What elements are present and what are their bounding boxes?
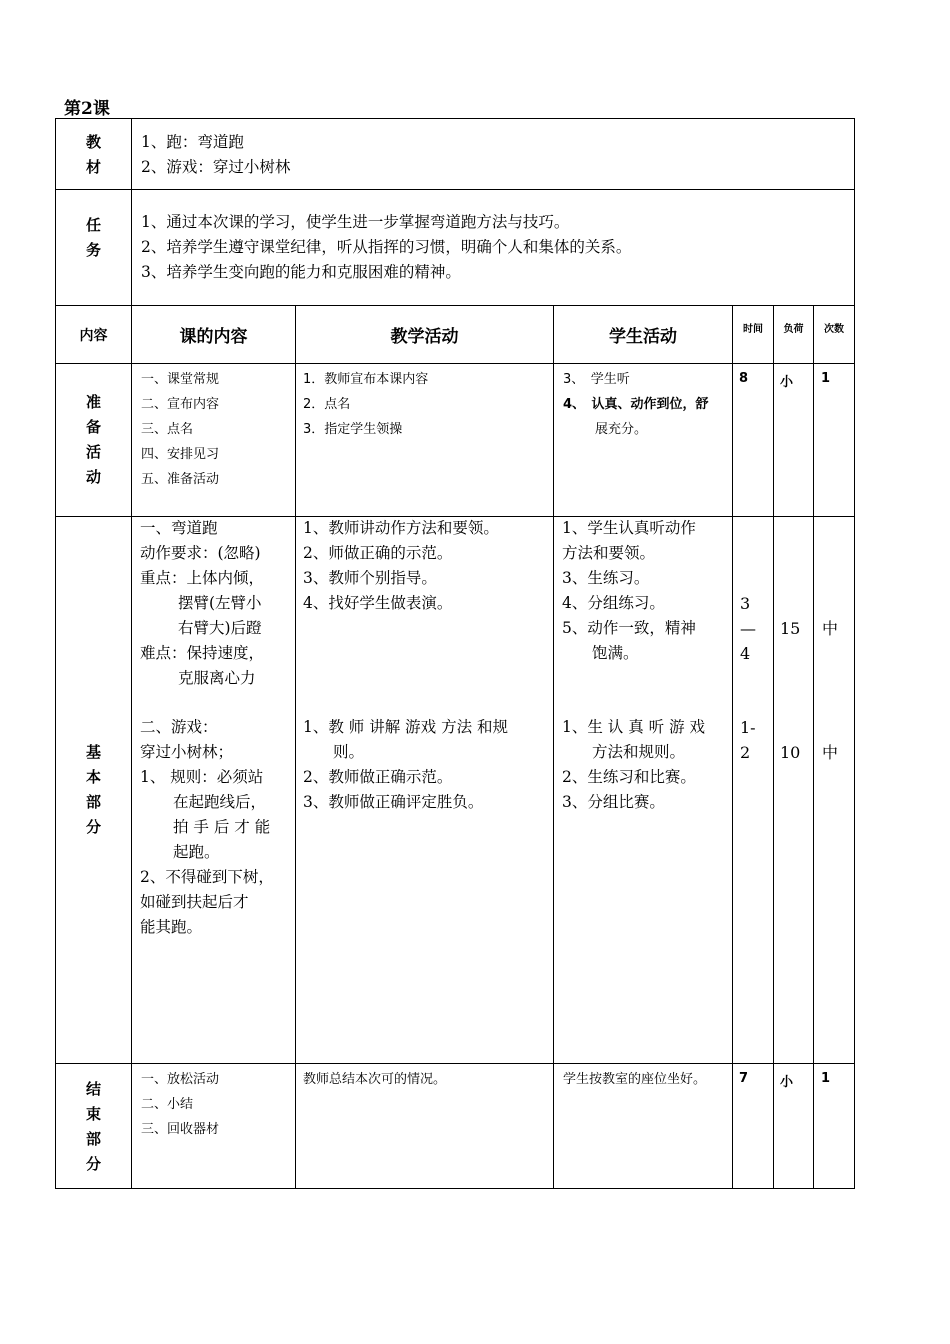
col-divider	[131, 118, 132, 1189]
basic-teaching-item: 3、教师个别指导。	[303, 569, 437, 587]
end-content-item: 三、回收器材	[141, 1122, 220, 1137]
basic-content-item: 能其跑。	[140, 918, 203, 936]
basic-content-item: 如碰到扶起后才	[140, 893, 249, 911]
basic-content-item: 摆臂(左臂小	[178, 594, 262, 612]
col-divider	[773, 305, 774, 1189]
prep-content	[141, 367, 293, 492]
basic-teaching-item: 则。	[333, 743, 365, 761]
end-load: 小	[780, 1075, 794, 1090]
basic-content-item: 右臂大)后蹬	[178, 619, 262, 637]
prep-content-item: 二、宣布内容	[141, 397, 220, 412]
prep-teaching	[303, 367, 551, 442]
prep-content-item: 三、点名	[141, 422, 194, 437]
row-divider	[55, 189, 855, 190]
task-item: 2、培养学生遵守课堂纪律，听从指挥的习惯，明确个人和集体的关系。	[141, 238, 632, 256]
basic-teaching-item: 2、教师做正确示范。	[303, 768, 453, 786]
basic-count-game: 中	[822, 743, 839, 762]
basic-teaching-item: 3、教师做正确评定胜负。	[303, 793, 484, 811]
col-divider	[732, 305, 733, 1189]
prep-teaching-item: 1．教师宣布本课内容	[303, 372, 429, 387]
end-time: 7	[739, 1071, 749, 1086]
col-divider	[295, 305, 296, 1189]
basic-student-item: 饱满。	[592, 644, 639, 662]
task-item: 1、通过本次课的学习，使学生进一步掌握弯道跑方法与技巧。	[141, 213, 570, 231]
prep-count: 1	[821, 371, 831, 386]
basic-student-running	[562, 516, 732, 666]
basic-load-running: 15	[780, 619, 801, 638]
prep-teaching-item: 3．指定学生领操	[303, 422, 403, 437]
basic-content-item: 穿过小树林；	[140, 743, 234, 761]
basic-student-item: 方法和要领。	[562, 544, 656, 562]
prep-content-item: 四、安排见习	[141, 447, 220, 462]
lesson-title: 第2课	[64, 99, 110, 119]
header-time: 时间	[743, 324, 763, 335]
prep-content-item: 一、课堂常规	[141, 372, 220, 387]
basic-teaching-item: 1、教师讲动作方法和要领。	[303, 519, 499, 537]
basic-student-item: 3、分组比赛。	[562, 793, 665, 811]
basic-content-item: 1、 规则：必须站	[140, 768, 264, 786]
basic-content-game	[140, 715, 294, 940]
basic-student-item: 2、生练习和比赛。	[562, 768, 696, 786]
end-label: 结 束 部 分	[85, 1080, 101, 1173]
prep-student	[563, 367, 731, 442]
basic-student-item: 3、生练习。	[562, 569, 650, 587]
basic-content-item: 一、弯道跑	[140, 519, 218, 537]
basic-content-running	[140, 516, 294, 691]
end-student: 学生按教室的座位坐好。	[563, 1072, 707, 1087]
col-divider	[813, 305, 814, 1189]
header-load: 负荷	[783, 324, 804, 335]
basic-student-game	[562, 715, 732, 815]
header-count: 次数	[824, 324, 844, 335]
basic-student-item: 1、生 认 真 听 游 戏	[562, 718, 705, 736]
tasks-label: 任 务	[85, 216, 101, 259]
materials-list	[141, 130, 841, 180]
prep-student-item: 展充分。	[595, 422, 648, 437]
prep-content-item: 五、准备活动	[141, 472, 220, 487]
materials-item: 2、游戏：穿过小树林	[141, 158, 291, 176]
basic-content-item: 动作要求：(忽略)	[140, 544, 261, 562]
header-student: 学生活动	[609, 327, 677, 347]
basic-student-item: 1、学生认真听动作	[562, 519, 696, 537]
header-lesson-content: 课的内容	[179, 327, 248, 347]
basic-time-running: 3 — 4	[740, 594, 756, 663]
end-content	[141, 1067, 293, 1142]
basic-teaching-item: 4、找好学生做表演。	[303, 594, 453, 612]
materials-label: 教 材	[85, 133, 101, 176]
materials-item: 1、跑：弯道跑	[141, 133, 244, 151]
basic-content-item: 二、游戏：	[140, 718, 218, 736]
basic-teaching-item: 2、师做正确的示范。	[303, 544, 453, 562]
basic-student-item: 方法和规则。	[592, 743, 686, 761]
basic-time-game: 1- 2	[740, 718, 756, 762]
basic-label: 基 本 部 分	[85, 743, 101, 836]
basic-load-game: 10	[780, 743, 801, 762]
end-count: 1	[821, 1071, 831, 1086]
basic-student-item: 4、分组练习。	[562, 594, 665, 612]
basic-content-item: 重点：上体内倾，	[140, 569, 265, 587]
prep-student-item: 3、 学生听	[563, 372, 630, 387]
end-content-item: 二、小结	[141, 1097, 194, 1112]
basic-teaching-game	[303, 715, 551, 815]
row-divider	[55, 1063, 855, 1064]
basic-content-item: 拍 手 后 才 能	[173, 818, 271, 836]
basic-teaching-item: 1、教 师 讲解 游戏 方法 和规	[303, 718, 508, 736]
task-item: 3、培养学生变向跑的能力和克服困难的精神。	[141, 263, 461, 281]
prep-teaching-item: 2．点名	[303, 397, 351, 412]
prep-time: 8	[739, 371, 749, 386]
end-teaching: 教师总结本次可的情况。	[303, 1072, 447, 1087]
prep-label: 准 备 活 动	[85, 393, 101, 486]
prep-load: 小	[780, 375, 794, 390]
basic-count-running: 中	[822, 619, 839, 638]
basic-content-item: 克服离心力	[178, 669, 256, 687]
tasks-list	[141, 210, 851, 285]
basic-student-item: 5、动作一致，精神	[562, 619, 696, 637]
end-content-item: 一、放松活动	[141, 1072, 220, 1087]
basic-content-item: 起跑。	[173, 843, 220, 861]
basic-teaching-running	[303, 516, 551, 616]
basic-content-item: 难点：保持速度，	[140, 644, 265, 662]
col-divider	[553, 305, 554, 1189]
header-content: 内容	[79, 327, 108, 344]
row-divider	[55, 363, 855, 364]
basic-content-item: 2、不得碰到下树，	[140, 868, 274, 886]
basic-content-item: 在起跑线后，	[173, 793, 267, 811]
header-teaching: 教学活动	[390, 327, 459, 347]
prep-student-item: 4、 认真、动作到位，舒	[563, 397, 709, 412]
